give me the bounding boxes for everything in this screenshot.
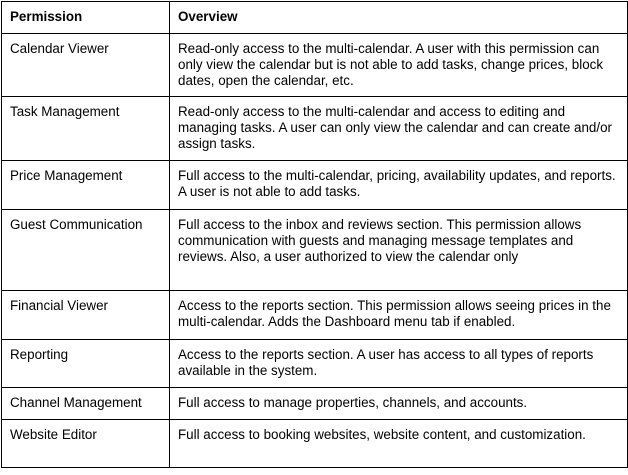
overview-cell: Full access to the multi-calendar, pricing, availability updates, and reports. A user is not able to add tasks. <box>170 161 628 210</box>
table-row <box>2 388 628 420</box>
permission-cell: Task Management <box>2 97 170 161</box>
overview-cell: Read-only access to the multi-calendar and access to editing and managing tasks. A user can only view the calendar and can create and/or assign tasks. <box>170 97 628 161</box>
overview-cell: Full access to the inbox and reviews section. This permission allows communication with guests and managing message templates and reviews. Also, a user authorized to view the calendar only <box>170 210 628 291</box>
permission-cell: Website Editor <box>2 420 170 468</box>
overview-cell: Access to the reports section. A user has access to all types of reports available in the system. <box>170 340 628 388</box>
table-header-row <box>2 2 628 34</box>
table-row <box>2 420 628 468</box>
table-row <box>2 34 628 97</box>
table-row <box>2 97 628 161</box>
table-row <box>2 161 628 210</box>
permission-cell: Channel Management <box>2 388 170 420</box>
table-row <box>2 291 628 340</box>
permission-cell: Guest Communication <box>2 210 170 291</box>
permission-cell: Financial Viewer <box>2 291 170 340</box>
overview-cell: Access to the reports section. This permission allows seeing prices in the multi-calendar. Adds the Dashboard menu tab if enabled. <box>170 291 628 340</box>
overview-cell: Full access to booking websites, website content, and customization. <box>170 420 628 468</box>
permission-cell: Reporting <box>2 340 170 388</box>
header-overview: Overview <box>170 2 628 34</box>
header-permission: Permission <box>2 2 170 34</box>
table-row <box>2 340 628 388</box>
overview-cell: Read-only access to the multi-calendar. A user with this permission can only view the calendar but is not able to add tasks, change prices, block dates, open the calendar, etc. <box>170 34 628 97</box>
overview-cell: Full access to manage properties, channels, and accounts. <box>170 388 628 420</box>
permission-cell: Price Management <box>2 161 170 210</box>
permission-cell: Calendar Viewer <box>2 34 170 97</box>
table-row <box>2 210 628 291</box>
permissions-table <box>1 1 628 468</box>
